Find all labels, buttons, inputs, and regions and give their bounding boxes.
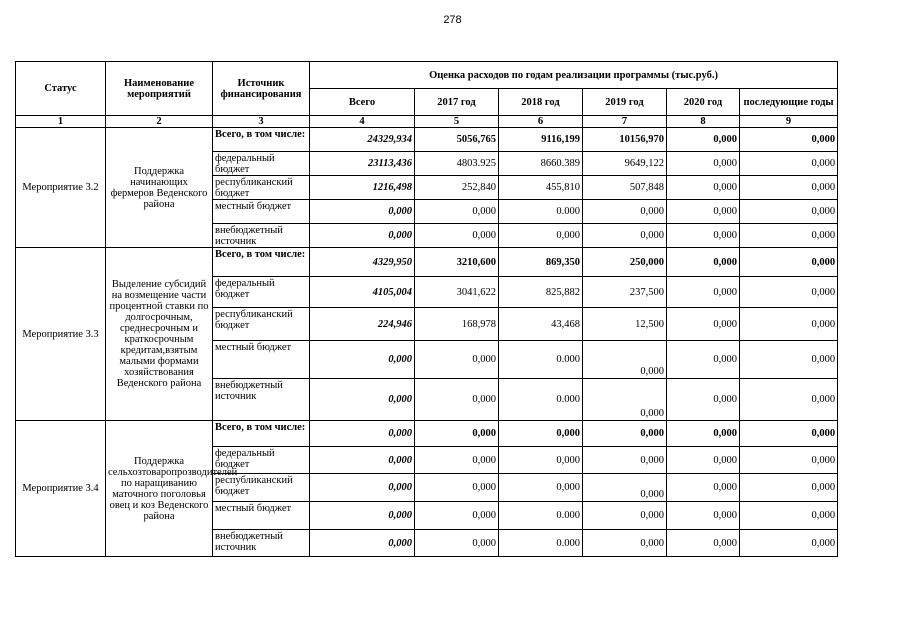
value-cell: 0,000: [310, 421, 415, 447]
value-cell: 4105,004: [310, 277, 415, 308]
value-cell: 0,000: [667, 128, 740, 152]
value-cell: 0,000: [583, 447, 667, 474]
value-cell: 9116,199: [499, 128, 583, 152]
value-cell: 0,000: [583, 474, 667, 502]
value-cell: 0,000: [415, 530, 499, 557]
value-cell: 8660.389: [499, 152, 583, 176]
value-cell: 825,882: [499, 277, 583, 308]
value-cell: 0,000: [310, 474, 415, 502]
status-cell: Мероприятие 3.3: [16, 248, 106, 421]
header-2020: 2020 год: [667, 89, 740, 116]
value-cell: 168,978: [415, 308, 499, 341]
value-cell: 0,000: [583, 224, 667, 248]
column-number: 5: [415, 116, 499, 128]
source-cell: республиканский бюджет: [213, 176, 310, 200]
source-cell: внебюджетный источник: [213, 530, 310, 557]
value-cell: 5056,765: [415, 128, 499, 152]
value-cell: 0,000: [583, 379, 667, 421]
column-number: 1: [16, 116, 106, 128]
header-total: Всего: [310, 89, 415, 116]
value-cell: 0,000: [740, 502, 838, 530]
value-cell: 0,000: [667, 200, 740, 224]
value-cell: 0,000: [310, 530, 415, 557]
event-name-cell: Поддержка начинающих фермеров Веденского района: [106, 128, 213, 248]
value-cell: 0,000: [499, 421, 583, 447]
value-cell: 0,000: [415, 421, 499, 447]
table-row: [16, 421, 838, 447]
value-cell: 0,000: [499, 474, 583, 502]
value-cell: 0,000: [667, 308, 740, 341]
value-cell: 0,000: [415, 379, 499, 421]
status-cell: Мероприятие 3.2: [16, 128, 106, 248]
value-cell: 0,000: [667, 248, 740, 277]
value-cell: 0,000: [499, 447, 583, 474]
value-cell: 0,000: [583, 421, 667, 447]
value-cell: 0,000: [667, 421, 740, 447]
value-cell: 0.000: [499, 379, 583, 421]
value-cell: 455,810: [499, 176, 583, 200]
value-cell: 0,000: [667, 379, 740, 421]
value-cell: 0,000: [740, 176, 838, 200]
value-cell: 0,000: [667, 447, 740, 474]
value-cell: 0,000: [667, 530, 740, 557]
value-cell: 869,350: [499, 248, 583, 277]
value-cell: 23113,436: [310, 152, 415, 176]
source-cell: федеральный бюджет: [213, 447, 310, 474]
value-cell: 224,946: [310, 308, 415, 341]
value-cell: 0,000: [740, 200, 838, 224]
value-cell: 0,000: [667, 224, 740, 248]
source-cell: местный бюджет: [213, 200, 310, 224]
value-cell: 0,000: [667, 502, 740, 530]
header-2017: 2017 год: [415, 89, 499, 116]
table-row: [16, 128, 838, 152]
event-name-cell: Поддержка сельхозтоваропрозводителей по наращиванию маточного поголовья овец и коз Веденского района: [106, 421, 213, 557]
value-cell: 0,000: [583, 200, 667, 224]
column-number: 3: [213, 116, 310, 128]
page-number: 278: [443, 14, 462, 26]
header-status: Статус: [16, 62, 106, 116]
header-source: Источник финансирования: [213, 62, 310, 116]
value-cell: 0,000: [740, 224, 838, 248]
value-cell: 0,000: [415, 502, 499, 530]
source-cell: республиканский бюджет: [213, 308, 310, 341]
value-cell: 43,468: [499, 308, 583, 341]
value-cell: 0,000: [310, 200, 415, 224]
source-cell: Всего, в том числе:: [213, 421, 310, 447]
value-cell: 3041,622: [415, 277, 499, 308]
column-number: 6: [499, 116, 583, 128]
value-cell: 0,000: [740, 152, 838, 176]
value-cell: 0,000: [310, 502, 415, 530]
value-cell: 0,000: [583, 530, 667, 557]
value-cell: 0,000: [740, 128, 838, 152]
value-cell: 0,000: [667, 152, 740, 176]
value-cell: 237,500: [583, 277, 667, 308]
value-cell: 507,848: [583, 176, 667, 200]
source-cell: местный бюджет: [213, 341, 310, 379]
source-cell: внебюджетный источник: [213, 379, 310, 421]
value-cell: 0,000: [740, 308, 838, 341]
value-cell: 0,000: [583, 341, 667, 379]
value-cell: 1216,498: [310, 176, 415, 200]
value-cell: 0,000: [740, 341, 838, 379]
value-cell: 0,000: [310, 379, 415, 421]
value-cell: 0,000: [310, 224, 415, 248]
value-cell: 12,500: [583, 308, 667, 341]
value-cell: 0,000: [740, 474, 838, 502]
source-cell: федеральный бюджет: [213, 152, 310, 176]
value-cell: 0,000: [740, 447, 838, 474]
expense-table: [15, 61, 838, 557]
value-cell: 0,000: [667, 474, 740, 502]
source-cell: республиканский бюджет: [213, 474, 310, 502]
value-cell: 0,000: [415, 474, 499, 502]
value-cell: 0,000: [583, 502, 667, 530]
header-name: Наименование мероприятий: [106, 62, 213, 116]
value-cell: 0.000: [499, 200, 583, 224]
value-cell: 4329,950: [310, 248, 415, 277]
value-cell: 0,000: [415, 224, 499, 248]
value-cell: 0,000: [667, 277, 740, 308]
value-cell: 0,000: [415, 447, 499, 474]
value-cell: 0,000: [740, 248, 838, 277]
source-cell: внебюджетный источник: [213, 224, 310, 248]
value-cell: 250,000: [583, 248, 667, 277]
value-cell: 0,000: [740, 530, 838, 557]
column-number-row: [16, 116, 838, 128]
column-number: 8: [667, 116, 740, 128]
value-cell: 10156,970: [583, 128, 667, 152]
value-cell: 4803.925: [415, 152, 499, 176]
value-cell: 3210,600: [415, 248, 499, 277]
value-cell: 0,000: [499, 224, 583, 248]
value-cell: 0,000: [667, 176, 740, 200]
header-later: последующие годы: [740, 89, 838, 116]
header-2018: 2018 год: [499, 89, 583, 116]
header-2019: 2019 год: [583, 89, 667, 116]
value-cell: 0.000: [499, 530, 583, 557]
status-cell: Мероприятие 3.4: [16, 421, 106, 557]
value-cell: 24329,934: [310, 128, 415, 152]
value-cell: 0,000: [740, 421, 838, 447]
value-cell: 0,000: [415, 200, 499, 224]
header-estimate: Оценка расходов по годам реализации программы (тыс.руб.): [310, 62, 838, 89]
value-cell: 0,000: [740, 379, 838, 421]
source-cell: федеральный бюджет: [213, 277, 310, 308]
value-cell: 0,000: [310, 447, 415, 474]
column-number: 4: [310, 116, 415, 128]
value-cell: 0,000: [740, 277, 838, 308]
value-cell: 0,000: [415, 341, 499, 379]
source-cell: местный бюджет: [213, 502, 310, 530]
column-number: 7: [583, 116, 667, 128]
value-cell: 9649,122: [583, 152, 667, 176]
value-cell: 0.000: [499, 502, 583, 530]
source-cell: Всего, в том числе:: [213, 248, 310, 277]
value-cell: 252,840: [415, 176, 499, 200]
value-cell: 0,000: [667, 341, 740, 379]
event-name-cell: Выделение субсидий на возмещение части процентной ставки по долгосрочным, среднесрочным и краткосрочным кредитам,взятым малыми формами хозяйствования Веденского района: [106, 248, 213, 421]
column-number: 2: [106, 116, 213, 128]
source-cell: Всего, в том числе:: [213, 128, 310, 152]
column-number: 9: [740, 116, 838, 128]
table-row: [16, 248, 838, 277]
value-cell: 0,000: [310, 341, 415, 379]
value-cell: 0.000: [499, 341, 583, 379]
